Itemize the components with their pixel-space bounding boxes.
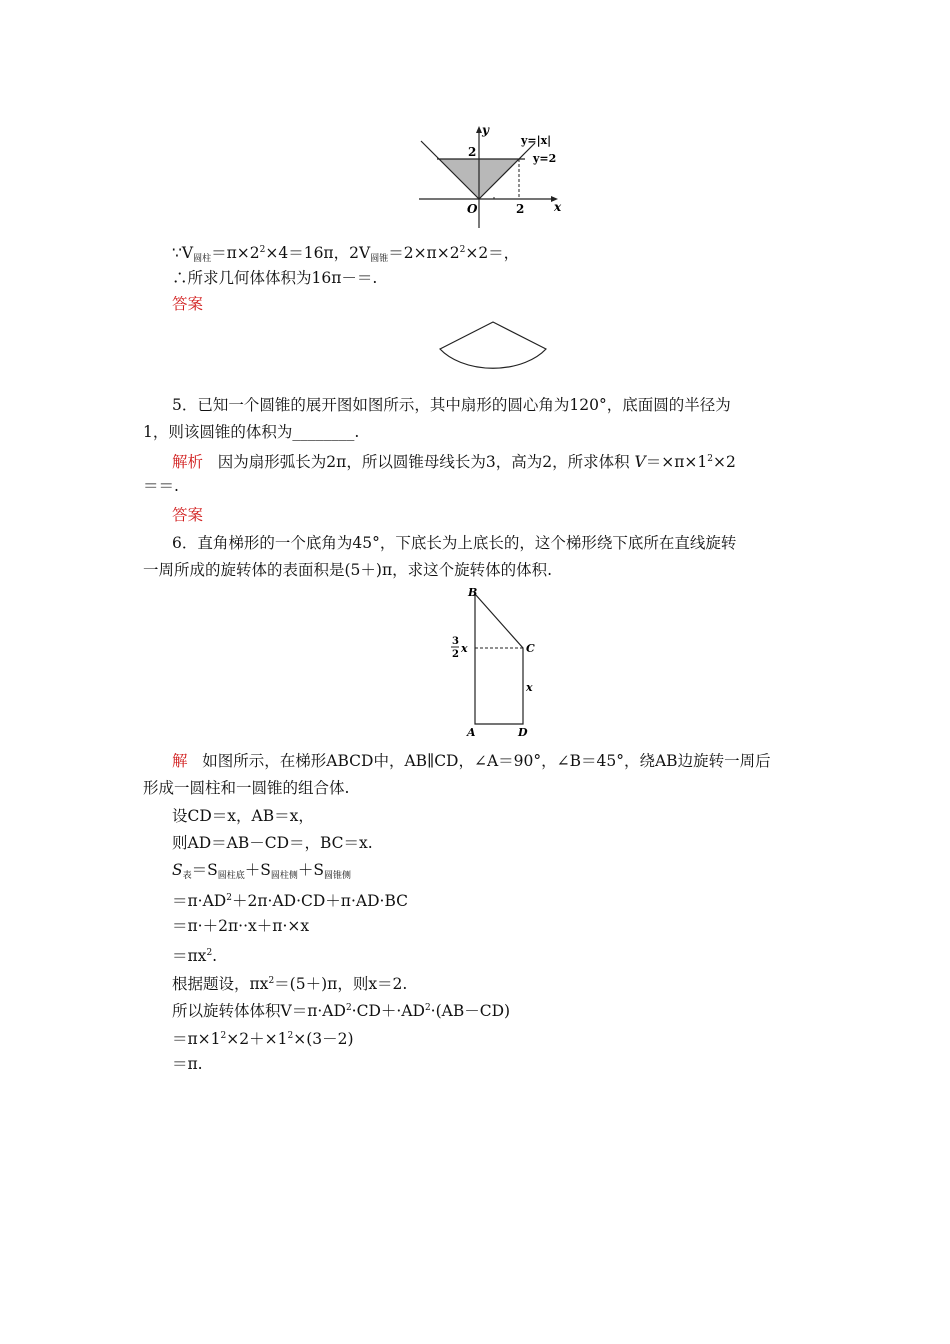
- volume-result: ∴所求几何体体积为16π－＝.: [172, 269, 378, 287]
- q6-line2: 一周所成的旋转体的表面积是(5＋)π，求这个旋转体的体积.: [143, 561, 553, 579]
- sol-line6: $=\pi\cdot AD^2+2\pi\cdot AD\cdot CD+\pi\cdot AD\cdot BC$: [172, 892, 408, 910]
- label-C: C: [526, 642, 535, 655]
- answer-label-2: 答案: [172, 506, 204, 524]
- trapezoid-shape: [475, 594, 523, 724]
- sol-line8: $=\pi x^2$.: [172, 947, 218, 965]
- sol-line4: 则AD＝AB－CD＝，BC＝x.: [172, 834, 373, 852]
- jie-label: 解: [172, 752, 188, 770]
- graph-figure: [415, 118, 565, 230]
- trapezoid-figure: [446, 584, 546, 740]
- sol-line5: $S_表=S_{圆柱底}+S_{圆柱侧}+S_{圆锥侧}$: [172, 861, 352, 881]
- sector-shape: [440, 322, 546, 368]
- q5-line4: ＝＝.: [143, 477, 179, 495]
- volume-line: $\because V_{圆柱}=\pi\times 2^2\times 4=16\pi$，$2V_{圆锥}=2\times\pi\times 2^2\times 2=$，: [172, 244, 520, 264]
- frac-num: 3: [452, 636, 459, 647]
- sol-line11: $=\pi\times 1^2\times 2+\times 1^2\times(3-2)$: [172, 1030, 354, 1048]
- label-const: y=2: [533, 152, 557, 165]
- label-x-right: x: [526, 681, 533, 694]
- sol-line1: 解 如图所示，在梯形ABCD中，AB∥CD，∠A＝90°，∠B＝45°，绕AB边旋转一周后: [172, 752, 771, 770]
- label-abs: y=|x|: [521, 134, 552, 147]
- label-B: B: [468, 586, 478, 599]
- tick-2-y: 2: [468, 145, 477, 159]
- origin-label: O: [467, 202, 478, 216]
- q6-line1: 6．直角梯形的一个底角为45°，下底长为上底长的，这个梯形绕下底所在直线旋转: [172, 534, 737, 552]
- x-axis-label: x: [554, 200, 562, 214]
- label-A: A: [467, 726, 476, 739]
- sol-line7: ＝π·＋2π··x＋π·×x: [172, 917, 310, 935]
- q5-line2: 1，则该圆锥的体积为________.: [143, 423, 360, 441]
- sector-figure: [436, 318, 550, 388]
- tick-2-x: 2: [516, 202, 525, 216]
- q5-jiexi: 解析 因为扇形弧长为2π，所以圆锥母线长为3，高为2，所求体积 $V=\times\pi\times 1^2\times 2$: [172, 453, 736, 471]
- label-D: D: [518, 726, 528, 739]
- jiexi-label: 解析: [172, 453, 204, 471]
- sol-line10: 所以旋转体体积$V=\pi\cdot AD^2\cdot CD+\cdot AD^2\cdot(AB-CD)$: [172, 1002, 511, 1020]
- answer-label-1: 答案: [172, 295, 204, 313]
- frac-den: 2: [452, 649, 459, 660]
- sol-line12: ＝π.: [172, 1055, 203, 1073]
- sol-line2: 形成一圆柱和一圆锥的组合体.: [143, 779, 350, 797]
- label-x-left: x: [461, 642, 468, 655]
- y-axis-label: y: [482, 123, 489, 137]
- sol-line9: 根据题设，$\pi x^2=(5+)\pi$，则x＝2.: [172, 975, 408, 993]
- sol-line3: 设CD＝x，AB＝x，: [172, 807, 314, 825]
- q5-line1: 5．已知一个圆锥的展开图如图所示，其中扇形的圆心角为120°，底面圆的半径为: [172, 396, 731, 414]
